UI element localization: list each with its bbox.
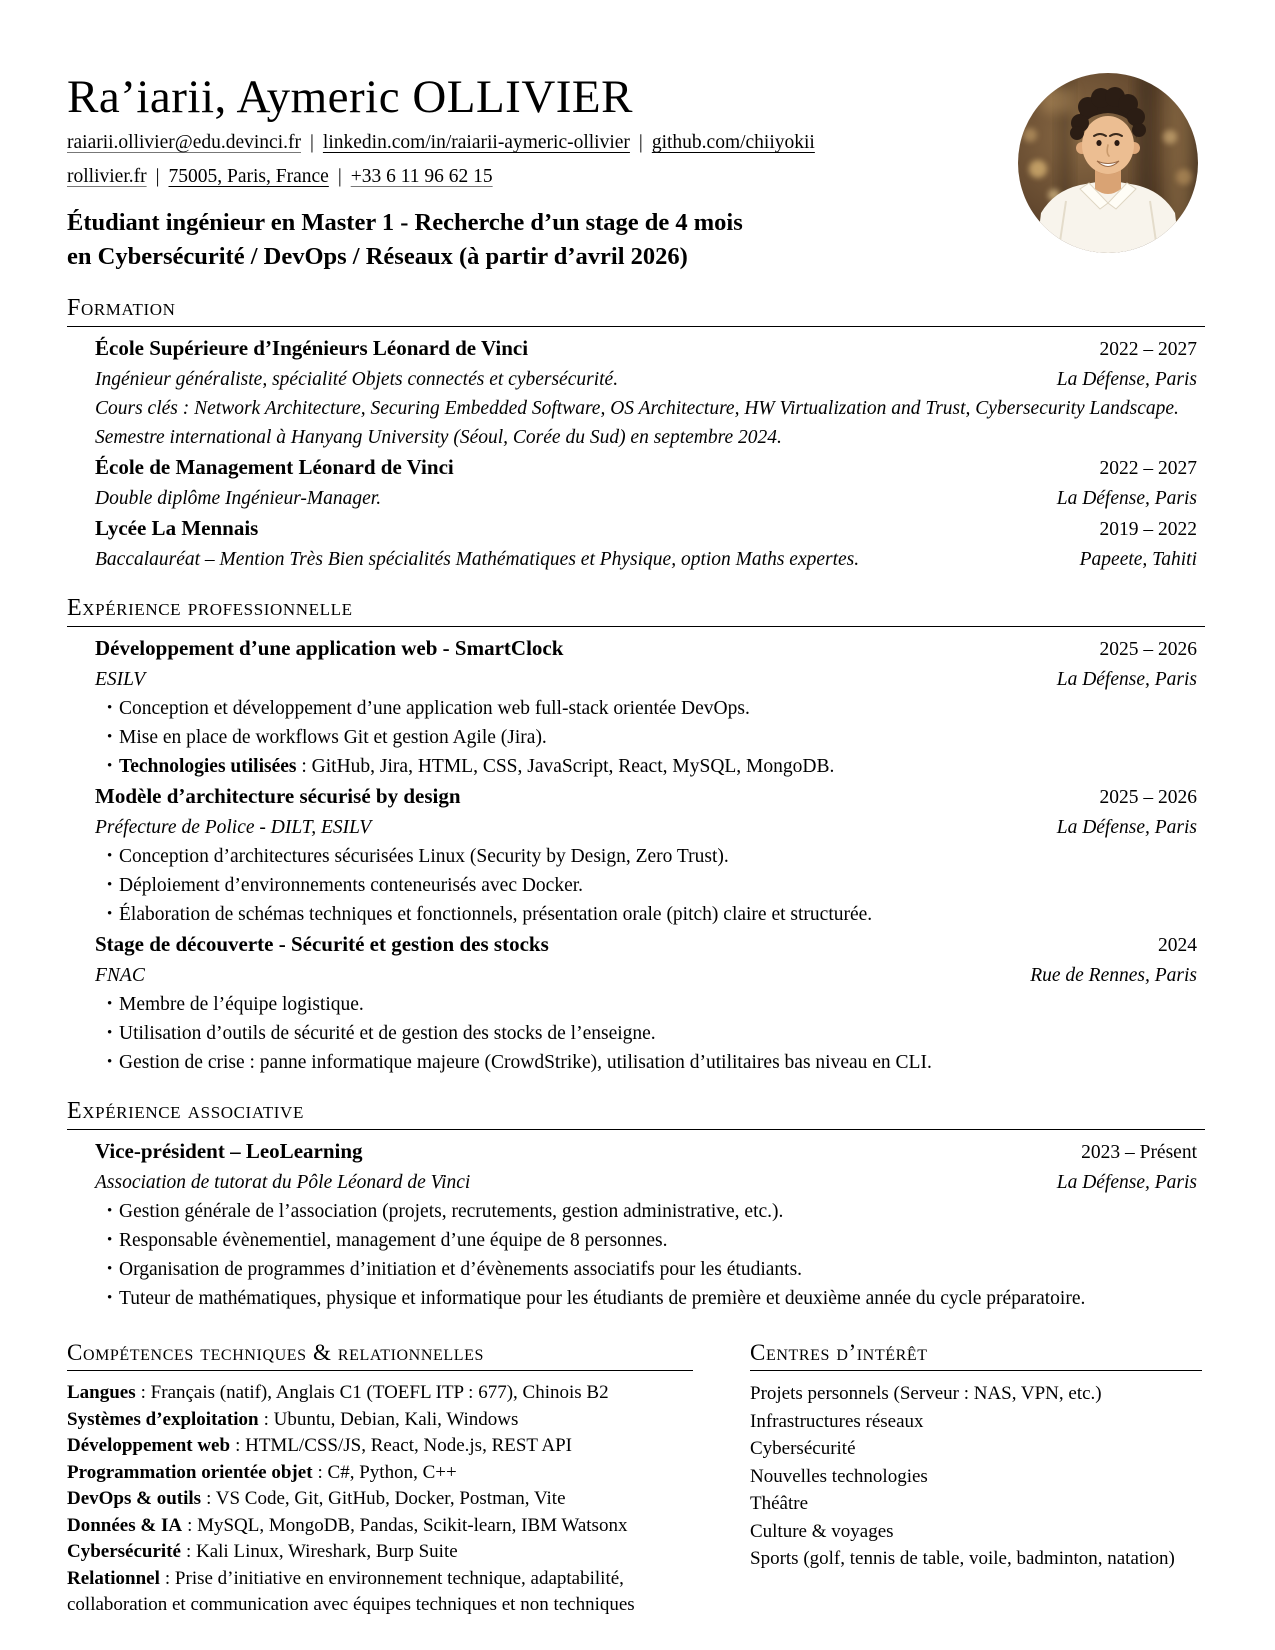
linkedin-link[interactable]: linkedin.com/in/raiarii-aymeric-ollivier: [322, 132, 630, 153]
bullet-text: Gestion de crise : panne informatique majeure (CrowdStrike), utilisation d’utilitaires bas niveau en CLI.: [119, 1052, 932, 1073]
entry-dates: 2019 – 2022: [1099, 519, 1197, 540]
phone-link[interactable]: +33 6 11 96 62 15: [350, 166, 493, 187]
skill-item: [67, 1407, 693, 1434]
section-experience-associative: [67, 1097, 1205, 1313]
interest-item: Projets personnels (Serveur : NAS, VPN, etc.): [750, 1383, 1102, 1404]
bullet-text: Conception et développement d’une application web full-stack orientée DevOps.: [119, 698, 750, 719]
bullet-item: [95, 990, 1197, 1019]
skill-item: [67, 1433, 693, 1460]
skill-detail: : Ubuntu, Debian, Kali, Windows: [263, 1408, 519, 1430]
separator: |: [337, 166, 342, 187]
person-name: Ra’iarii, Aymeric OLLIVIER: [67, 71, 633, 123]
skill-term: Données & IA: [67, 1514, 183, 1536]
interest-item: Cybersécurité: [750, 1438, 856, 1459]
bullet-dot: •: [107, 1054, 113, 1070]
skill-term: Relationnel: [67, 1567, 160, 1589]
profile-photo: [1018, 73, 1198, 253]
bullet-text: Membre de l’équipe logistique.: [119, 994, 364, 1015]
formation-entry: [95, 333, 1197, 452]
section-title: Expérience professionnelle: [67, 594, 1205, 627]
skill-term: DevOps & outils: [67, 1488, 202, 1509]
entry-dates: 2025 – 2026: [1099, 639, 1197, 660]
entry-dates: 2022 – 2027: [1099, 339, 1197, 360]
entry-title: Vice-président – LeoLearning: [95, 1139, 363, 1163]
email-link[interactable]: raiarii.ollivier@edu.devinci.fr: [67, 132, 301, 153]
entry-location: La Défense, Paris: [1056, 369, 1197, 390]
skill-detail: : Prise d’initiative en environnement technique, adaptabilité, collaboration et communication avec équipes techniques et non techniques: [67, 1567, 635, 1615]
experience-entry: [95, 929, 1197, 1077]
bullet-dot: •: [107, 996, 113, 1012]
skill-item: [67, 1539, 693, 1566]
bullet-text: Organisation de programmes d’initiation et d’évènements associatifs pour les étudiants.: [119, 1259, 803, 1280]
headline-line-1: Étudiant ingénieur en Master 1 - Recherche d’un stage de 4 mois: [67, 209, 743, 236]
section-centres-interet: [750, 1339, 1202, 1619]
bullet-text: Élaboration de schémas techniques et fonctionnels, présentation orale (pitch) claire et structurée.: [119, 904, 873, 925]
headline-line-2: en Cybersécurité / DevOps / Réseaux (à partir d’avril 2026): [67, 243, 688, 270]
experience-entry: [95, 633, 1197, 781]
entry-location: Papeete, Tahiti: [1079, 549, 1197, 570]
bullet-item: [95, 723, 1197, 752]
entry-dates: 2025 – 2026: [1099, 787, 1197, 808]
entry-title: Lycée La Mennais: [95, 516, 259, 540]
section-title: Expérience associative: [67, 1097, 1205, 1130]
bullet-text: Utilisation d’outils de sécurité et de gestion des stocks de l’enseigne.: [119, 1023, 656, 1044]
entry-location: La Défense, Paris: [1056, 488, 1197, 509]
bullet-item: [95, 871, 1197, 900]
bullet-dot: •: [107, 1203, 113, 1219]
profile-photo-graphic: [1018, 73, 1198, 253]
bullet-item: [95, 842, 1197, 871]
github-link[interactable]: github.com/chiiyokii: [651, 132, 815, 153]
bullet-text: Déploiement d’environnements conteneurisés avec Docker.: [119, 875, 584, 896]
entry-title: Développement d’une application web - SmartClock: [95, 636, 564, 660]
skill-item: [67, 1566, 693, 1619]
bullet-dot: •: [107, 1025, 113, 1041]
bullet-dot: •: [107, 906, 113, 922]
bullet-dot: •: [107, 877, 113, 893]
bullet-text: Gestion générale de l’association (projets, recrutements, gestion administrative, etc.).: [119, 1201, 784, 1222]
entry-title: Stage de découverte - Sécurité et gestion des stocks: [95, 932, 549, 956]
skill-item: [67, 1513, 693, 1540]
bullet-text: Responsable évènementiel, management d’une équipe de 8 personnes.: [119, 1230, 668, 1251]
bullet-item: [95, 1048, 1197, 1077]
entry-title: École de Management Léonard de Vinci: [95, 455, 454, 479]
entry-note: Semestre international à Hanyang University (Séoul, Corée du Sud) en septembre 2024.: [95, 427, 782, 448]
bullet-text: Mise en place de workflows Git et gestion Agile (Jira).: [119, 727, 547, 748]
section-competences: [67, 1339, 693, 1619]
bullet-item: [95, 1284, 1197, 1313]
entry-location: Rue de Rennes, Paris: [1030, 965, 1197, 986]
entry-subtitle: ESILV: [95, 669, 146, 690]
skill-term: Systèmes d’exploitation: [67, 1408, 259, 1430]
entry-subtitle: Association de tutorat du Pôle Léonard de Vinci: [95, 1172, 471, 1193]
skill-item: [67, 1486, 693, 1513]
formation-entry: [95, 452, 1197, 513]
entry-location: La Défense, Paris: [1056, 669, 1197, 690]
skill-detail: : VS Code, Git, GitHub, Docker, Postman, Vite: [206, 1488, 566, 1509]
skill-item: [67, 1380, 693, 1407]
entry-dates: 2022 – 2027: [1099, 458, 1197, 479]
entry-title: École Supérieure d’Ingénieurs Léonard de Vinci: [95, 336, 529, 360]
bullet-item: [95, 694, 1197, 723]
bullet-item: [95, 900, 1197, 929]
bullet-text: Tuteur de mathématiques, physique et informatique pour les étudiants de première et deuxième année du cycle préparatoire.: [119, 1288, 1086, 1309]
skill-detail: : Français (natif), Anglais C1 (TOEFL ITP : 677), Chinois B2: [140, 1382, 609, 1403]
bullet-item: [95, 1255, 1197, 1284]
bullet-text: Conception d’architectures sécurisées Linux (Security by Design, Zero Trust).: [119, 846, 729, 867]
skill-item: [67, 1460, 693, 1487]
interest-item: Infrastructures réseaux: [750, 1410, 924, 1432]
separator: |: [638, 132, 643, 153]
entry-location: La Défense, Paris: [1056, 817, 1197, 838]
entry-subtitle: Baccalauréat – Mention Très Bien spécialités Mathématiques et Physique, option Maths expertes.: [95, 549, 860, 570]
skill-detail: : HTML/CSS/JS, React, Node.js, REST API: [235, 1435, 572, 1456]
skill-term: Développement web: [67, 1435, 231, 1456]
entry-location: La Défense, Paris: [1056, 1172, 1197, 1193]
contact-line-2: [67, 162, 997, 192]
address-link[interactable]: 75005, Paris, France: [168, 166, 329, 187]
section-formation: [67, 294, 1205, 574]
skill-term: Cybersécurité: [67, 1541, 181, 1562]
bullet-item: • Technologies utilisées : GitHub, Jira, HTML, CSS, JavaScript, React, MySQL, MongoDB.: [95, 752, 1197, 781]
skill-detail: : MySQL, MongoDB, Pandas, Scikit-learn, IBM Watsonx: [187, 1514, 628, 1536]
separator: |: [310, 132, 314, 153]
entry-dates: 2024: [1158, 935, 1197, 956]
section-title: Centres d’intérêt: [750, 1339, 1202, 1371]
bullet-item: [95, 1197, 1197, 1226]
entry-dates: 2023 – Présent: [1081, 1142, 1197, 1163]
separator: |: [155, 166, 160, 187]
bullet-dot: •: [107, 1290, 113, 1306]
bullet-dot: •: [107, 848, 113, 864]
section-experience-professionnelle: [67, 594, 1205, 1077]
entry-subtitle: Double diplôme Ingénieur-Manager.: [95, 488, 382, 509]
skill-detail: : Kali Linux, Wireshark, Burp Suite: [185, 1541, 458, 1562]
section-title: Formation: [67, 294, 1205, 327]
entry-note: Cours clés : Network Architecture, Securing Embedded Software, OS Architecture, HW Virtualization and Trust, Cybersecurity Landscape.: [95, 398, 1179, 419]
bullet-text: : GitHub, Jira, HTML, CSS, JavaScript, React, MySQL, MongoDB.: [296, 756, 835, 777]
bullet-dot: •: [107, 1261, 113, 1277]
interest-item: Culture & voyages: [750, 1520, 894, 1542]
skill-detail: : C#, Python, C++: [317, 1461, 457, 1483]
website-link[interactable]: rollivier.fr: [67, 166, 147, 187]
bullet-item: [95, 1019, 1197, 1048]
section-title: Compétences techniques & relationnelles: [67, 1339, 693, 1371]
bullet-dot: •: [107, 729, 113, 745]
headline: [67, 206, 997, 274]
skill-term: Langues: [67, 1382, 136, 1403]
formation-entry: [95, 513, 1197, 574]
interest-item: Théâtre: [750, 1493, 809, 1514]
header: [67, 70, 997, 274]
contact-line-1: [67, 128, 997, 158]
interest-item: Nouvelles technologies: [750, 1465, 928, 1487]
entry-subtitle: Ingénieur généraliste, spécialité Objets connectés et cybersécurité.: [95, 369, 619, 390]
bullet-dot: •: [107, 758, 113, 774]
entry-subtitle: FNAC: [95, 965, 145, 986]
association-entry: [95, 1136, 1197, 1313]
bullet-dot: •: [107, 1232, 113, 1248]
bullet-item: [95, 1226, 1197, 1255]
entry-subtitle: Préfecture de Police - DILT, ESILV: [95, 817, 372, 838]
bullet-dot: •: [107, 700, 113, 716]
bottom-columns: [67, 1339, 1205, 1619]
experience-entry: [95, 781, 1197, 929]
entry-title: Modèle d’architecture sécurisé by design: [95, 784, 461, 808]
interest-item: Sports (golf, tennis de table, voile, badminton, natation): [750, 1548, 1175, 1569]
skill-term: Programmation orientée objet: [67, 1461, 313, 1483]
